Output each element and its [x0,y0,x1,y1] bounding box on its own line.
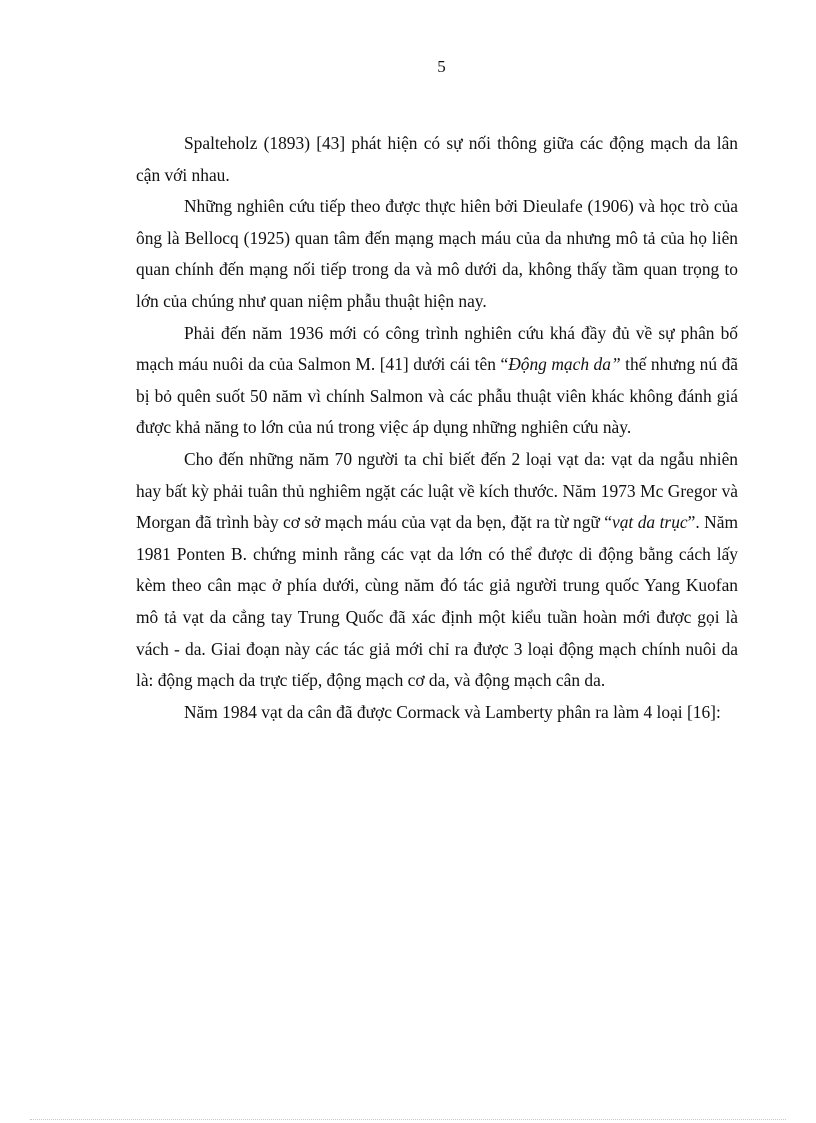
paragraph-cormack-lamberty: Năm 1984 vạt da cân đã được Cormack và Lamberty phân ra làm 4 loại [16]: [184,701,721,722]
paragraph-flap-history [136,444,738,697]
page-number: 5 [437,57,446,76]
page-bottom-divider [30,1119,786,1120]
paragraph-salmon-italic-term: Động mạch da” [508,354,621,375]
paragraph-flap-history-text-start: Cho đến những năm 70 người ta chỉ biết đến 2 loại vạt da: vạt da ngẫu nhiên hay bất kỳ phải tuân thủ nghiêm ngặt các luật về kích thước. Năm 1973 Mc Gregor và Morgan đã trình bày cơ sở mạch máu của vạt da bẹn, đặt ra từ ngữ “ [136,448,738,533]
paragraph-flap-history-italic-term: vạt da trục [612,512,688,533]
document-body [136,128,738,728]
paragraph-dieulafe: Những nghiên cứu tiếp theo được thực hiên bởi Dieulafe (1906) và học trò của ông là Bellocq (1925) quan tâm đến mạng mạch máu của da nhưng mô tả của họ liên quan chính đến mạng nối tiếp trong da và mô dưới da, không thấy tầm quan trọng to lớn của chúng như quan niệm phẫu thuật hiện nay. [136,196,738,311]
paragraph-flap-history-text-end: ”. Năm 1981 Ponten B. chứng minh rằng các vạt da lớn có thể được di động bằng cách lấy kèm theo cân mạc ở phía dưới, cùng năm đó tác giả người trung quốc Yang Kuofan mô tả vạt da cẳng tay Trung Quốc đã xác định một kiểu tuần hoàn mới được gọi là vách - da. Giai đoạn này các tác giả mới chỉ ra được 3 loại động mạch chính nuôi da là: động mạch da trực tiếp, động mạch cơ da, và động mạch cân da. [136,512,738,691]
paragraph-salmon-text-end: thế nhưng nú đã bị bỏ quên suốt 50 năm vì chính Salmon và các phẫu thuật viên khác không đánh giá được khả năng to lớn của nú trong việc áp dụng những nghiên cứu này. [136,354,738,438]
paragraph-salmon [136,318,738,444]
paragraph-salmon-text-start: Phải đến năm 1936 mới có công trình nghiên cứu khá đầy đủ về sự phân bố mạch máu nuôi da của Salmon M. [41] dưới cái tên “ [136,322,738,375]
paragraph-spalteholz: Spalteholz (1893) [43] phát hiện có sự nối thông giữa các động mạch da lân cận với nhau. [136,133,738,185]
